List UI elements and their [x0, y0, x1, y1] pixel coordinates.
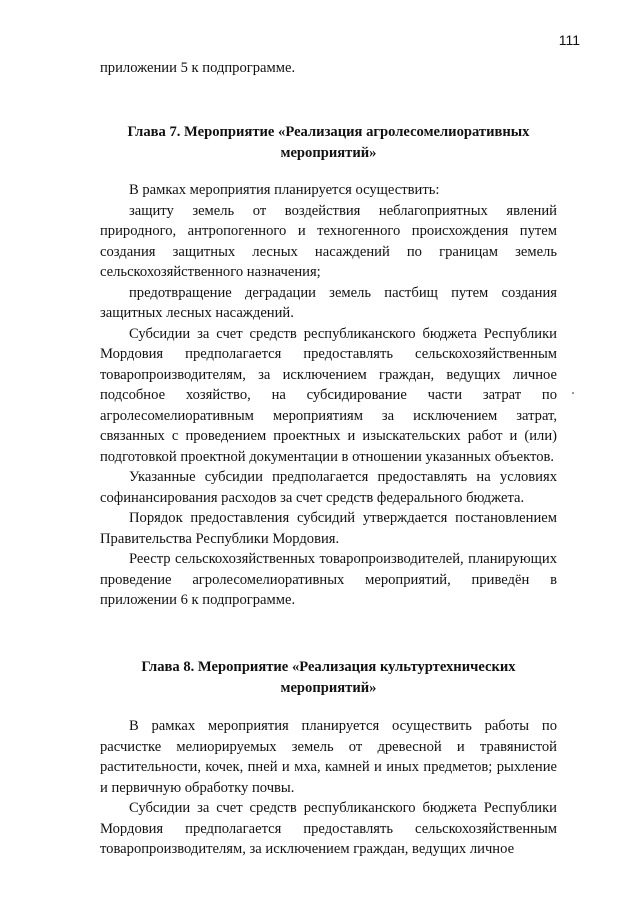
paragraph: Субсидии за счет средств республиканского бюджета Республики Мордовия предполагается предоставлять сельскохозяйственным товаропроизводителям, за исключением граждан, ведущих личное — [100, 800, 557, 857]
paragraph: Субсидии за счет средств республиканского бюджета Республики Мордовия предполагается предоставлять сельскохозяйственным товаропроизводителям, за исключением граждан, ведущих личное подсобное хозяйство, на субсидирование части затрат по агролесомелиоративным мероприятиям за исключением затрат, связанных с проведением проектных и изыскательских работ и (или) подготовкой проектной документации в отношении указанных объектов. — [100, 325, 557, 465]
chapter-7-body — [100, 180, 557, 611]
chapter-7-heading — [100, 122, 557, 163]
chapter-8-body — [100, 716, 557, 860]
chapter-title: Глава 8. Мероприятие «Реализация культуртехнических мероприятий» — [141, 659, 516, 696]
continued-text — [100, 58, 557, 79]
paragraph: В рамках мероприятия планируется осуществить работы по расчистке мелиорируемых земель от древесной и травянистой растительности, кочек, пней и мха, камней и иных предметов; рыхление и первичную обработку почвы. — [100, 718, 557, 796]
paragraph: защиту земель от воздействия неблагоприятных явлений природного, антропогенного и техногенного происхождения путем создания защитных лесных насаждений по границам земель сельскохозяйственного назначения; — [100, 202, 557, 280]
paragraph: приложении 5 к подпрограмме. — [100, 60, 296, 76]
paragraph: Указанные субсидии предполагается предоставлять на условиях софинансирования расходов за счет средств федерального бюджета. — [100, 469, 557, 506]
paragraph: предотвращение деградации земель пастбищ путем создания защитных лесных насаждений. — [100, 284, 557, 321]
page-number: 111 — [558, 32, 580, 48]
paragraph: Порядок предоставления субсидий утверждается постановлением Правительства Республики Мордовия. — [100, 510, 557, 547]
paragraph: В рамках мероприятия планируется осуществить: — [129, 182, 440, 198]
chapter-title: Глава 7. Мероприятие «Реализация агролесомелиоративных мероприятий» — [127, 124, 530, 161]
scan-speck — [572, 392, 574, 394]
chapter-8-heading — [100, 657, 557, 698]
paragraph: Реестр сельскохозяйственных товаропроизводителей, планирующих проведение агролесомелиоративных мероприятий, приведён в приложении 6 к подпрограмме. — [100, 551, 557, 608]
